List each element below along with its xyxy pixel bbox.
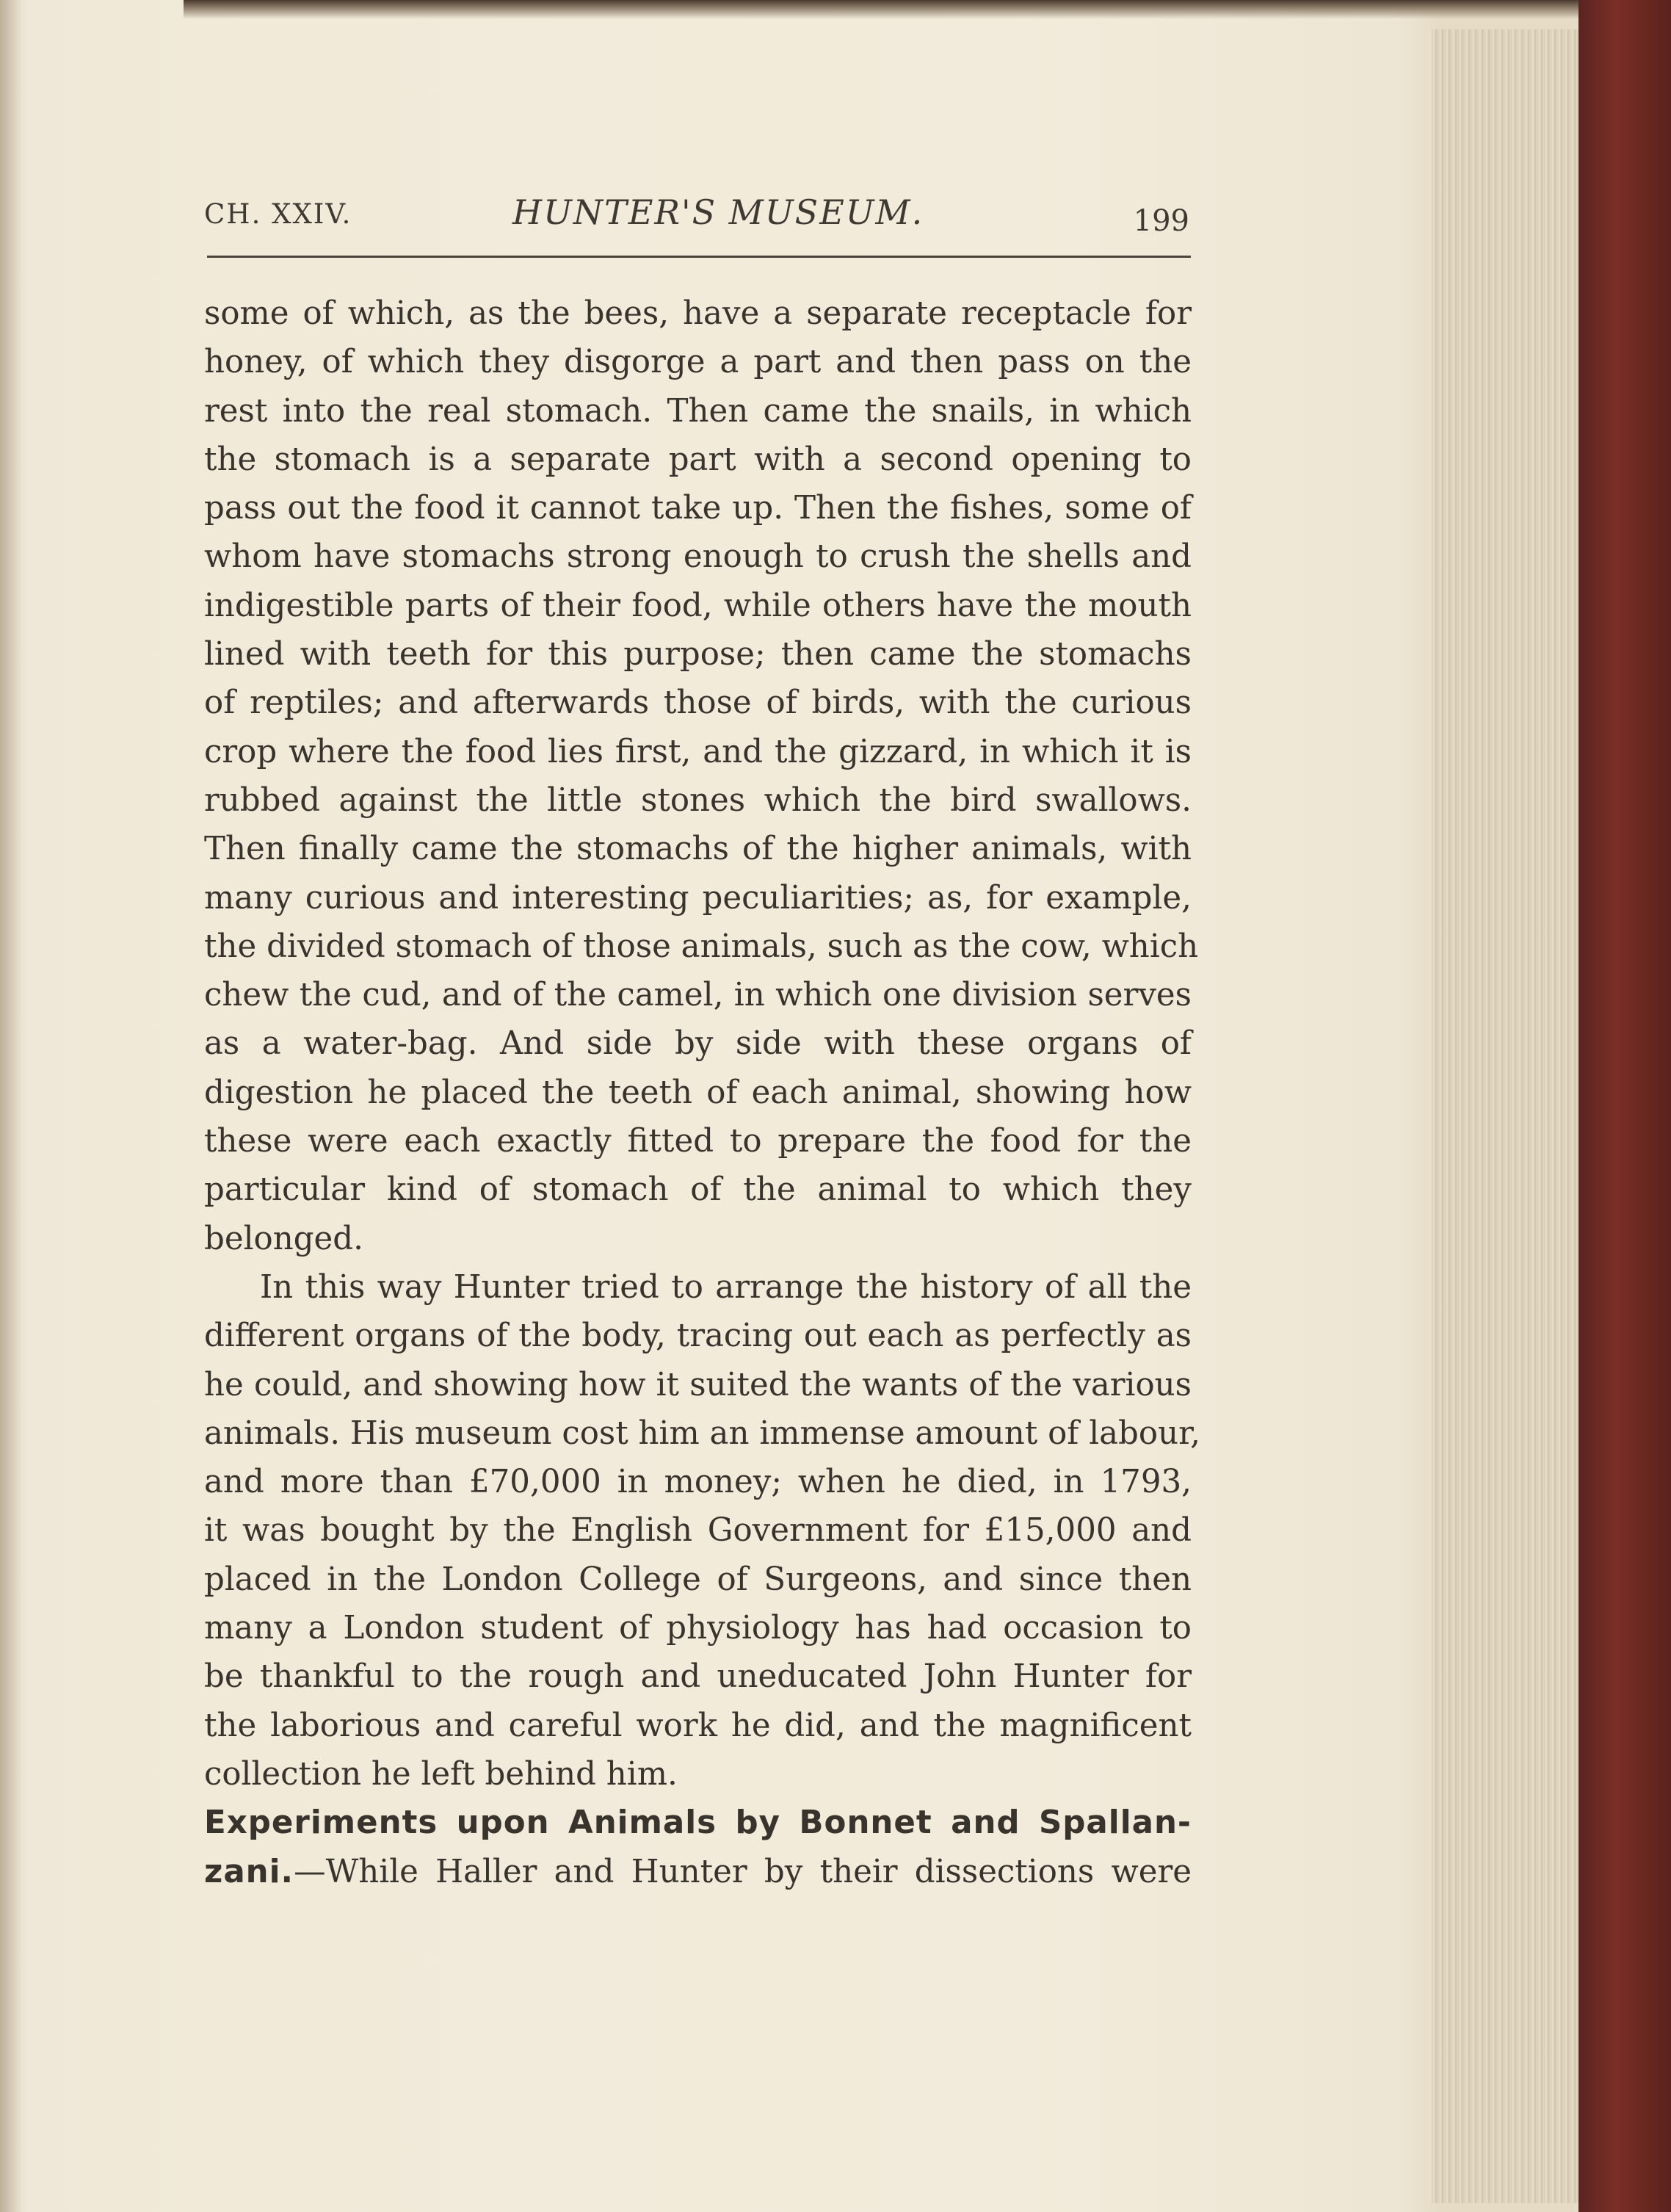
- text-line: Then finally came the stomachs of the higher animals, with: [204, 831, 1192, 868]
- running-title: HUNTER'S MUSEUM.: [512, 192, 924, 232]
- text-line: rest into the real stomach. Then came the snails, in which: [204, 392, 1192, 430]
- text-line: —While Haller and Hunter by their dissections were: [294, 1853, 1192, 1890]
- section-first-line: [204, 1848, 1192, 1896]
- text-line: belonged.: [204, 1220, 363, 1257]
- page-top-edge: [184, 0, 1593, 19]
- text-line: the stomach is a separate part with a second opening to: [204, 441, 1192, 478]
- text-line: digestion he placed the teeth of each animal, showing how: [204, 1074, 1192, 1111]
- text-line: pass out the food it cannot take up. Then the fishes, some of: [204, 490, 1192, 527]
- page-block-edges: [1432, 29, 1578, 2203]
- section-heading: Experiments upon Animals by Bonnet and Spallan-: [204, 1804, 1192, 1842]
- text-line: he could, and showing how it suited the wants of the various: [204, 1366, 1192, 1403]
- book-cover-edge: [1578, 0, 1671, 2212]
- body-text: [204, 289, 1200, 1896]
- text-line: crop where the food lies first, and the gizzard, in which it is: [204, 733, 1192, 770]
- text-line: many a London student of physiology has had occasion to: [204, 1610, 1192, 1647]
- text-line: placed in the London College of Surgeons, and since then: [204, 1561, 1192, 1598]
- text-line: of reptiles; and afterwards those of birds, with the curious: [204, 684, 1192, 722]
- text-line: many curious and interesting peculiarities; as, for example,: [204, 879, 1192, 917]
- text-line: these were each exactly fitted to prepare the food for the: [204, 1123, 1192, 1160]
- text-line: the divided stomach of those animals, such as the cow, which: [204, 928, 1199, 965]
- spine-shadow: [0, 0, 22, 2212]
- chapter-label: CH. XXIV.: [204, 198, 352, 230]
- text-line: whom have stomachs strong enough to crush the shells and: [204, 538, 1192, 576]
- text-line: as a water-bag. And side by side with these organs of: [204, 1025, 1192, 1063]
- text-line: different organs of the body, tracing out each as perfectly as: [204, 1318, 1192, 1355]
- text-line: rubbed against the little stones which the bird swallows.: [204, 781, 1192, 819]
- section-heading-end: zani.: [204, 1853, 294, 1890]
- text-line: particular kind of stomach of the animal to which they: [204, 1171, 1192, 1209]
- text-line: collection he left behind him.: [204, 1755, 678, 1793]
- text-line: animals. His museum cost him an immense amount of labour,: [204, 1414, 1200, 1452]
- text-line: it was bought by the English Government for £15,000 and: [204, 1512, 1192, 1550]
- text-line: chew the cud, and of the camel, in which one division serves: [204, 977, 1192, 1014]
- header-rule: [207, 256, 1191, 258]
- text-line: the laborious and careful work he did, and the magnificent: [204, 1707, 1192, 1744]
- text-line: and more than £70,000 in money; when he died, in 1793,: [204, 1464, 1192, 1501]
- page-number: 199: [1133, 204, 1189, 238]
- text-line: be thankful to the rough and uneducated John Hunter for: [204, 1658, 1192, 1696]
- text-line: lined with teeth for this purpose; then came the stomachs: [204, 636, 1192, 673]
- running-head: [204, 192, 1197, 251]
- text-line: In this way Hunter tried to arrange the history of all the: [260, 1268, 1192, 1306]
- text-line: indigestible parts of their food, while others have the mouth: [204, 587, 1192, 624]
- text-line: honey, of which they disgorge a part and then pass on the: [204, 344, 1192, 381]
- text-line: some of which, as the bees, have a separate receptacle for: [204, 295, 1192, 332]
